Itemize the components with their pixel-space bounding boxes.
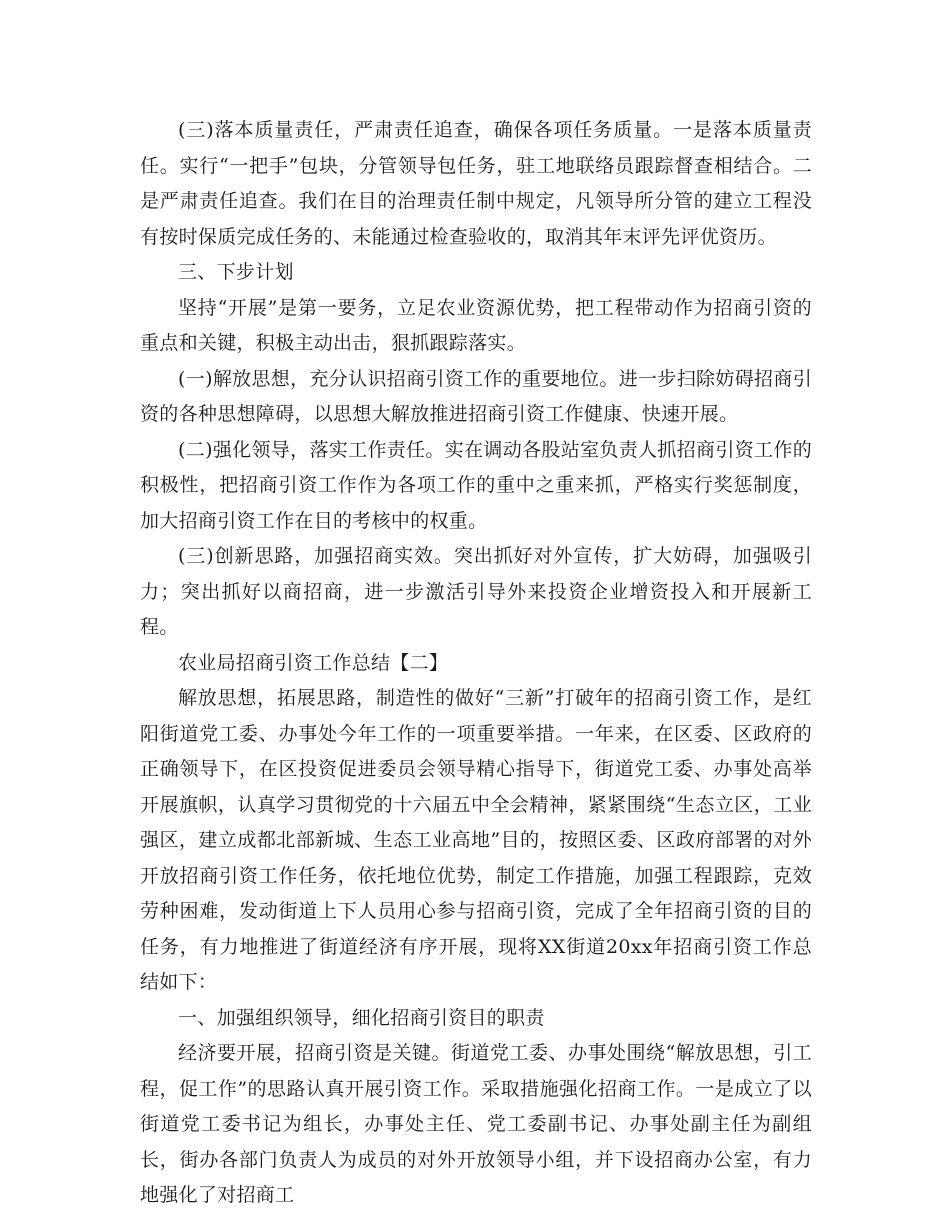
paragraph-development-priority: 坚持“开展”是第一要务，立足农业资源优势，把工程带动作为招商引资的重点和关键，积极主动出击，狠抓跟踪落实。 [140, 296, 812, 354]
document-body [140, 113, 812, 1214]
paragraph-quality-responsibility: (三)落本质量责任，严肃责任追查，确保各项任务质量。一是落本质量责任。实行“一把手”包块，分管领导包任务，驻工地联络员跟踪督查相结合。二是严肃责任追查。我们在目的治理责任制中规定，凡领导所分管的建立工程没有按时保质完成任务的、未能通过检查验收的，取消其年末评先评优资历。 [140, 119, 812, 248]
paragraph-strengthen-leadership: (二)强化领导，落实工作责任。实在调动各股站室负责人抓招商引资工作的积极性，把招商引资工作作为各项工作的重中之重来抓，严格实行奖惩制度，加大招商引资工作在目的考核中的权重。 [140, 438, 812, 532]
paragraph-summary-intro: 解放思想，拓展思路，制造性的做好“三新”打破年的招商引资工作，是红阳街道党工委、办事处今年工作的一项重要举措。一年来，在区委、区政府的正确领导下，在区投资促进委员会领导精心指导下，街道党工委、办事处高举开展旗帜，认真学习贯彻党的十六届五中全会精神，紧紧围绕“生态立区，工业强区，建立成都北部新城、生态工业高地”目的，按照区委、区政府部署的对外开放招商引资工作任务，依托地位优势，制定工作措施，加强工程跟踪，克效劳种困难，发动街道上下人员用心参与招商引资，完成了全年招商引资的目的任务，有力地推进了街道经济有序开展，现将XX街道20xx年招商引资工作总结如下： [140, 687, 812, 993]
paragraph-emancipate-mind: (一)解放思想，充分认识招商引资工作的重要地位。进一步扫除妨碍招商引资的各种思想障碍，以思想大解放推进招商引资工作健康、快速开展。 [140, 367, 812, 425]
paragraph-innovate-thinking: (三)创新思路，加强招商实效。突出抓好对外宣传，扩大妨碍，加强吸引力；突出抓好以商招商，进一步激活引导外来投资企业增资投入和开展新工程。 [140, 545, 812, 638]
paragraph-economic-development: 经济要开展，招商引资是关键。街道党工委、办事处围绕“解放思想，引工程，促工作”的思路认真开展引资工作。采取措施强化招商工作。一是成立了以街道党工委书记为组长，办事处主任、党工委副书记、办事处副主任为副组长，街办各部门负责人为成员的对外开放领导小组，并下设招商办公室，有力地强化了对招商工 [140, 1042, 812, 1206]
section-heading-organization: 一、加强组织领导，细化招商引资目的职责 [178, 1006, 545, 1029]
section-title-summary-two: 农业局招商引资工作总结【二】 [178, 651, 449, 674]
section-heading-next-plan: 三、下步计划 [178, 261, 294, 283]
